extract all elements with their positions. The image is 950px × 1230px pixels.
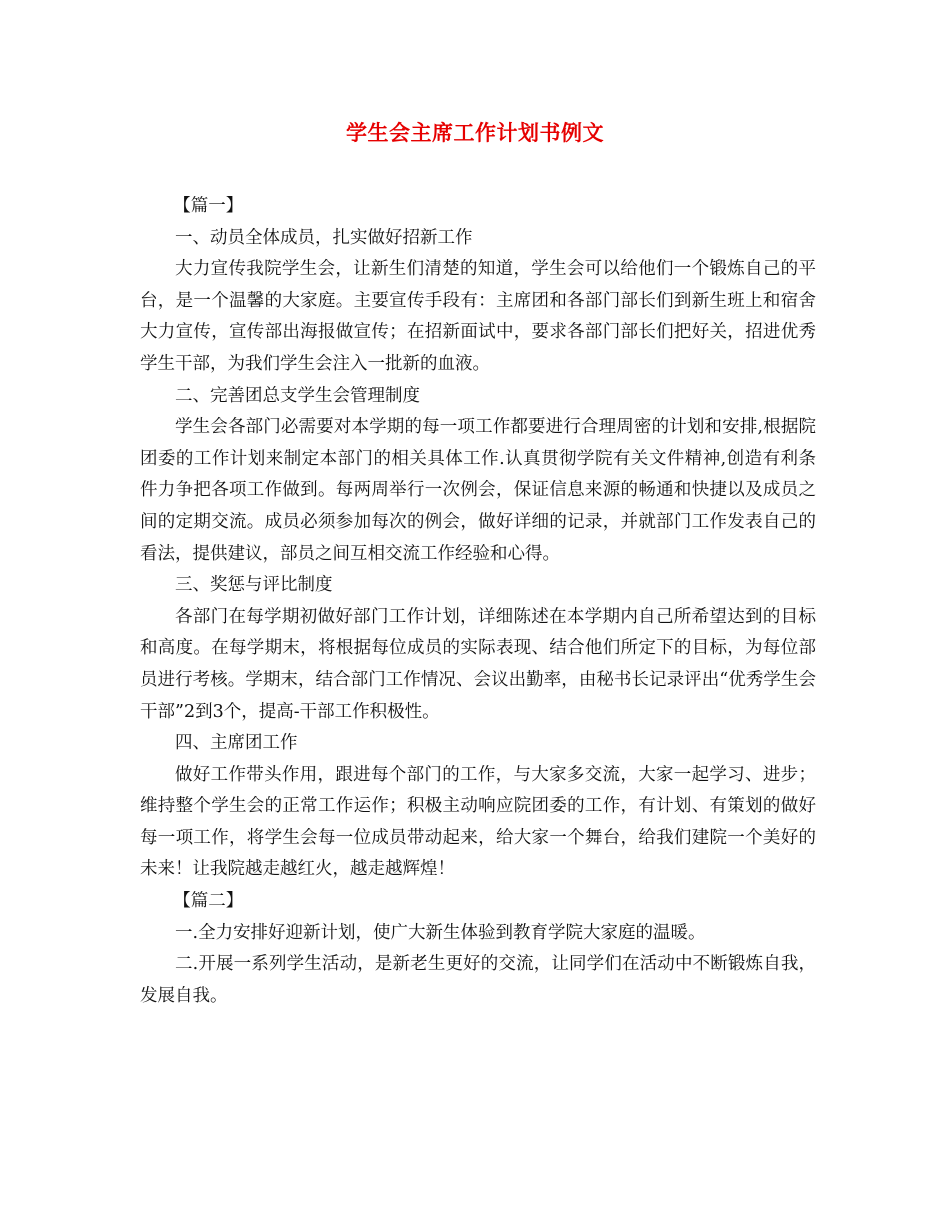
paragraph-recruitment: 大力宣传我院学生会，让新生们清楚的知道，学生会可以给他们一个锻炼自己的平台，是一个温馨的大家庭。主要宣传手段有：主席团和各部门部长们到新生班上和宿舍大力宣传，宣传部出海报做宣传；在招新面试中，要求各部门部长们把好关，招进优秀学生干部，为我们学生会注入一批新的血液。 (140, 259, 816, 374)
subheading-management-system: 二、完善团总支学生会管理制度 (175, 385, 420, 406)
document-title: 学生会主席工作计划书例文 (346, 120, 604, 145)
paragraph-rewards-evaluation: 各部门在每学期初做好部门工作计划，详细陈述在本学期内自己所希望达到的目标和高度。在每学期末，将根据每位成员的实际表现、结合他们所定下的目标，为每位部员进行考核。学期末，结合部门工作情况、会议出勤率，由秘书长记录评出“优秀学生会干部”2到3个，提高-干部工作积极性。 (140, 606, 816, 722)
subheading-recruitment: 一、动员全体成员，扎实做好招新工作 (175, 227, 473, 248)
paragraph-presidium-work: 做好工作带头作用，跟进每个部门的工作，与大家多交流，大家一起学习、进步；维持整个学生会的正常工作运作；积极主动响应院团委的工作，有计划、有策划的做好每一项工作，将学生会每一位成员带动起来，给大家一个舞台，给我们建院一个美好的未来！让我院越走越红火，越走越辉煌！ (140, 764, 816, 880)
paragraph-management-system: 学生会各部门必需要对本学期的每一项工作都要进行合理周密的计划和安排,根据院团委的工作计划来制定本部门的相关具体工作.认真贯彻学院有关文件精神,创造有利条件力争把各项工作做到。每两周举行一次例会，保证信息来源的畅通和快捷以及成员之间的定期交流。成员必须参加每次的例会，做好详细的记录，并就部门工作发表自己的看法，提供建议，部员之间互相交流工作经验和心得。 (140, 417, 816, 564)
document-body (140, 191, 816, 1012)
list-item-orientation: 一.全力安排好迎新计划，使广大新生体验到教育学院大家庭的温暖。 (175, 922, 706, 943)
section-heading-part-one: 【篇一】 (173, 196, 244, 216)
list-item-student-activities: 二.开展一系列学生活动，是新老生更好的交流，让同学们在活动中不断锻炼自我，发展自我。 (140, 954, 816, 1006)
subheading-rewards-evaluation: 三、奖惩与评比制度 (175, 575, 333, 596)
section-heading-part-two: 【篇二】 (173, 891, 244, 912)
subheading-presidium-work: 四、主席团工作 (175, 733, 298, 754)
